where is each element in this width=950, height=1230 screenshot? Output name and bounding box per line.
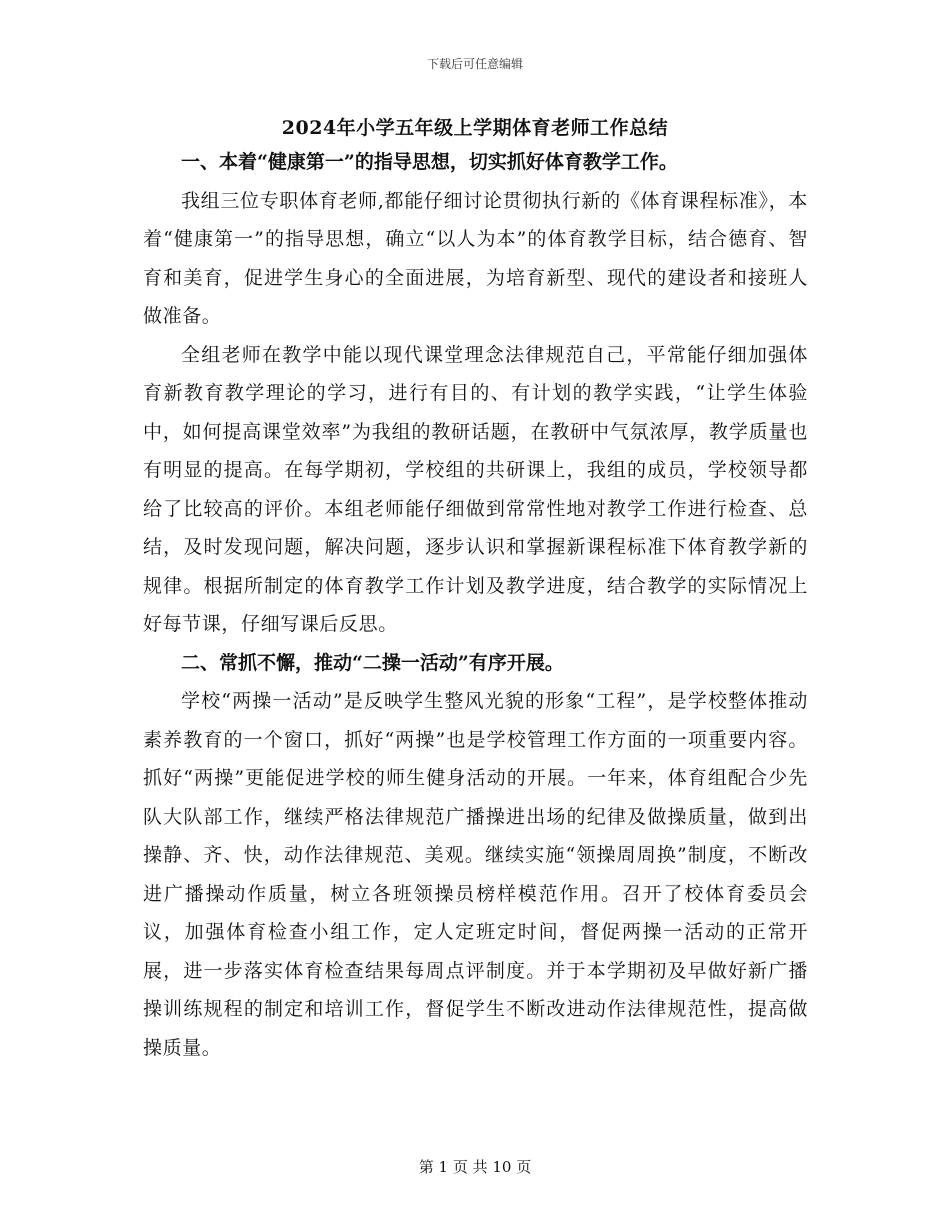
page-number-footer: 第 1 页 共 10 页 xyxy=(418,1158,532,1176)
section-2-paragraph-1: 学校“两操一活动”是反映学生整风光貌的形象“工程”，是学校整体推动素养教育的一个窗口，抓好“两操”也是学校管理工作方面的一项重要内容。抓好“两操”更能促进学校的师生健身活动的开展。一年来，体育组配合少先队大队部工作，继续严格法律规范广播操进出场的纪律及做操质量，做到出操静、齐、快，动作法律规范、美观。继续实施“领操周周换”制度，不断改进广播操动作质量，树立各班领操员榜样模范作用。召开了校体育委员会议，加强体育检查小组工作，定人定班定时间，督促两操一活动的正常开展，进一步落实体育检查结果每周点评制度。并于本学期初及早做好新广播操训练规程的制定和培训工作，督促学生不断改进动作法律规范性，提高做操质量。 xyxy=(143,690,808,1059)
section-heading-2: 二、常抓不懈，推动“二操一活动”有序开展。 xyxy=(181,651,564,674)
page-header-note: 下载后可任意编辑 xyxy=(426,57,523,71)
section-heading-1: 一、本着“健康第一”的指导思想，切实抓好体育教学工作。 xyxy=(181,151,678,173)
section-1-paragraph-1: 我组三位专职体育老师,都能仔细讨论贯彻执行新的《体育课程标准》，本着“健康第一”的指导思想，确立“以人为本”的体育教学目标，结合德育、智育和美育，促进学生身心的全面进展，为培育新型、现代的建设者和接班人做准备。 xyxy=(143,189,808,327)
document-title: 2024年小学五年级上学期体育老师工作总结 xyxy=(281,117,669,139)
document-body xyxy=(143,143,808,1067)
section-1-paragraph-2: 全组老师在教学中能以现代课堂理念法律规范自己，平常能仔细加强体育新教育教学理论的学习，进行有目的、有计划的教学实践，“让学生体验中，如何提高课堂效率”为我组的教研话题，在教研中气氛浓厚，教学质量也有明显的提高。在每学期初，学校组的共研课上，我组的成员，学校领导都给了比较高的评价。本组老师能仔细做到常常性地对教学工作进行检查、总结，及时发现问题，解决问题，逐步认识和掌握新课程标准下体育教学新的规律。根据所制定的体育教学工作计划及教学进度，结合教学的实际情况上好每节课，仔细写课后反思。 xyxy=(143,343,808,635)
